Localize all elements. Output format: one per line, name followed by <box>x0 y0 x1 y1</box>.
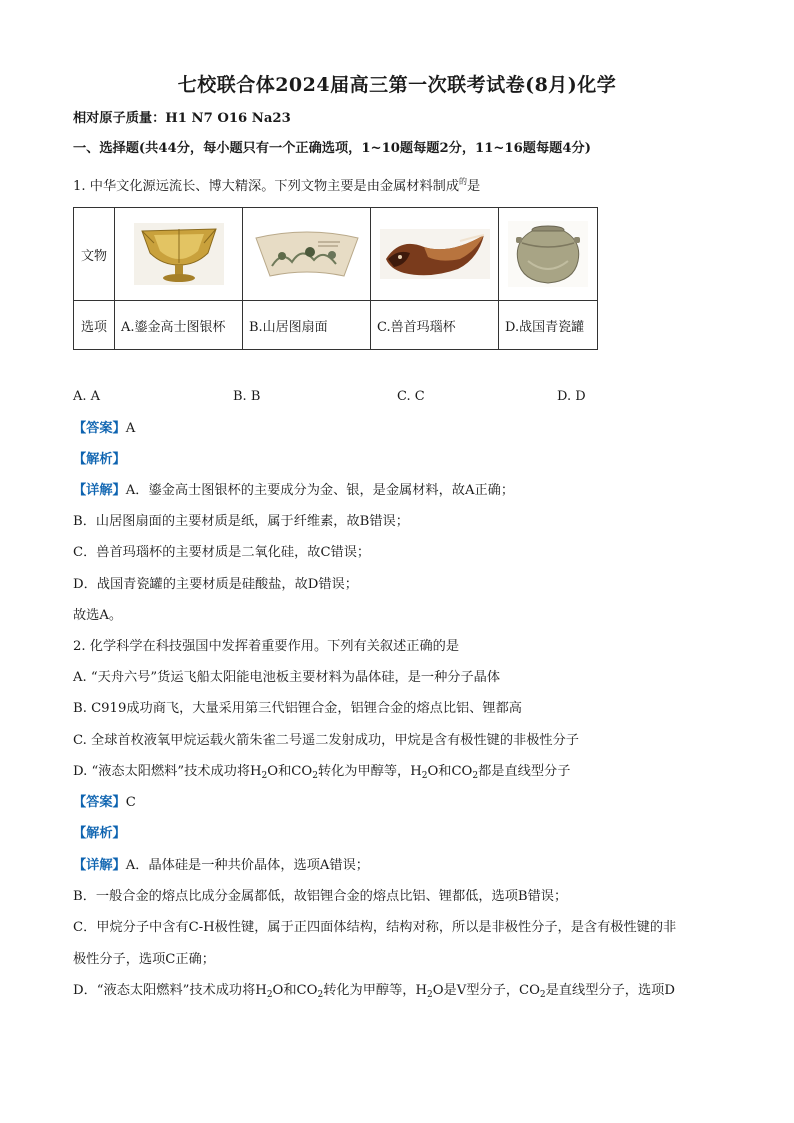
q2-stem: 2. 化学科学在科技强国中发挥着重要作用。下列有关叙述正确的是 <box>73 639 460 654</box>
option-label-b: B.山居图扇面 <box>243 301 371 350</box>
artifact-row-label: 文物 <box>74 208 115 301</box>
q1-analysis-tag: 【解析】 <box>73 452 126 467</box>
q1-detail-1 <box>73 482 514 500</box>
page-title: 七校联合体2024届高三第一次联考试卷(8月)化学 <box>177 74 617 96</box>
q2-d5-text-1: D．“液态太阳燃料”技术成功将H <box>73 983 267 998</box>
choice-d: D. D <box>557 389 586 404</box>
gilt-silver-cup-image <box>134 223 224 285</box>
q1-detail-4: D．战国青瓷罐的主要材质是硅酸盐，故D错误； <box>73 577 358 592</box>
q1-stem-sup: 的 <box>459 177 468 186</box>
q2-detail-1 <box>73 857 369 875</box>
subscript: 2 <box>421 771 428 781</box>
q2-detail-5 <box>73 982 675 1000</box>
section-heading: 一、选择题(共44分，每小题只有一个正确选项，1~10题每题2分，11~16题每题4分) <box>73 141 591 156</box>
option-label-c: C.兽首玛瑙杯 <box>371 301 499 350</box>
q2-d5-text-2: O和CO <box>272 983 318 998</box>
q2-d-text-1: D. “液态太阳燃料”技术成功将H <box>73 764 262 779</box>
choice-c: C. C <box>397 389 425 404</box>
detail-text: A．鎏金高士图银杯的主要成分为金、银，是金属材料，故A正确； <box>125 483 515 498</box>
q2-option-a: A. “天舟六号”货运飞船太阳能电池板主要材料为晶体硅，是一种分子晶体 <box>73 670 501 685</box>
agate-rhyton-image <box>380 229 490 279</box>
q1-stem-end: 是 <box>467 179 481 194</box>
q2-d-text-4: O和CO <box>427 764 473 779</box>
q1-stem-main: 1. 中华文化源远流长、博大精深。下列文物主要是由金属材料制成 <box>73 179 460 194</box>
answer-value: A <box>125 421 136 436</box>
q2-d5-text-4: O是V型分子，CO <box>432 983 540 998</box>
q2-d-text-2: O和CO <box>267 764 313 779</box>
q2-d5-text-5: 是直线型分子，选项D <box>545 983 675 998</box>
subscript: 2 <box>266 990 273 1000</box>
q2-option-d <box>73 763 570 781</box>
q2-d-text-5: 都是直线型分子 <box>478 764 571 779</box>
subscript: 2 <box>317 990 324 1000</box>
q2-detail-3: C．甲烷分子中含有C-H极性键，属于正四面体结构，结构对称，所以是非极性分子，是含有极性键的非 <box>73 920 677 935</box>
answer-tag: 【答案】 <box>73 421 126 436</box>
subscript: 2 <box>539 990 546 1000</box>
choice-b: B. B <box>233 389 261 404</box>
subscript: 2 <box>472 771 479 781</box>
q1-detail-3: C．兽首玛瑙杯的主要材质是二氧化硅，故C错误； <box>73 545 371 560</box>
q2-option-b: B. C919成功商飞，大量采用第三代铝锂合金，铝锂合金的熔点比铝、锂都高 <box>73 701 522 716</box>
detail-tag: 【详解】 <box>73 858 126 873</box>
answer-value: C <box>125 795 136 810</box>
q1-conclusion: 故选A。 <box>73 608 123 623</box>
subscript: 2 <box>261 771 268 781</box>
answer-tag: 【答案】 <box>73 795 126 810</box>
detail-text: A．晶体硅是一种共价晶体，选项A错误； <box>125 858 369 873</box>
artifact-table <box>73 207 598 350</box>
artifact-image-row <box>74 208 598 301</box>
artifact-cell-b <box>243 208 371 301</box>
q2-detail-4: 极性分子，选项C正确； <box>73 952 215 967</box>
artifact-cell-c <box>371 208 499 301</box>
subscript: 2 <box>312 771 318 781</box>
q1-stem <box>73 178 480 196</box>
q2-d-text-3: 转化为甲醇等，H <box>317 764 422 779</box>
q2-d5-text-3: 转化为甲醇等，H <box>323 983 427 998</box>
q2-option-c: C. 全球首枚液氧甲烷运载火箭朱雀二号遥二发射成功，甲烷是含有极性键的非极性分子 <box>73 733 579 748</box>
q2-detail-2: B．一般合金的熔点比成分金属都低，故铝锂合金的熔点比铝、锂都低，选项B错误； <box>73 889 568 904</box>
q2-analysis-tag: 【解析】 <box>73 826 126 841</box>
detail-tag: 【详解】 <box>73 483 126 498</box>
q1-answer <box>73 420 135 438</box>
subscript: 2 <box>427 990 433 1000</box>
q2-answer <box>73 794 136 812</box>
celadon-jar-image <box>508 221 588 287</box>
fan-painting-image <box>252 228 362 280</box>
option-row-label: 选项 <box>74 301 115 350</box>
atomic-mass-line: 相对原子质量：H1 N7 O16 Na23 <box>73 111 291 126</box>
artifact-cell-d <box>499 208 598 301</box>
option-label-a: A.鎏金高士图银杯 <box>115 301 243 350</box>
option-label-d: D.战国青瓷罐 <box>499 301 598 350</box>
artifact-cell-a <box>115 208 243 301</box>
artifact-option-row <box>74 301 598 350</box>
q1-detail-2: B．山居图扇面的主要材质是纸，属于纤维素，故B错误； <box>73 514 409 529</box>
choice-a: A. A <box>73 389 101 404</box>
